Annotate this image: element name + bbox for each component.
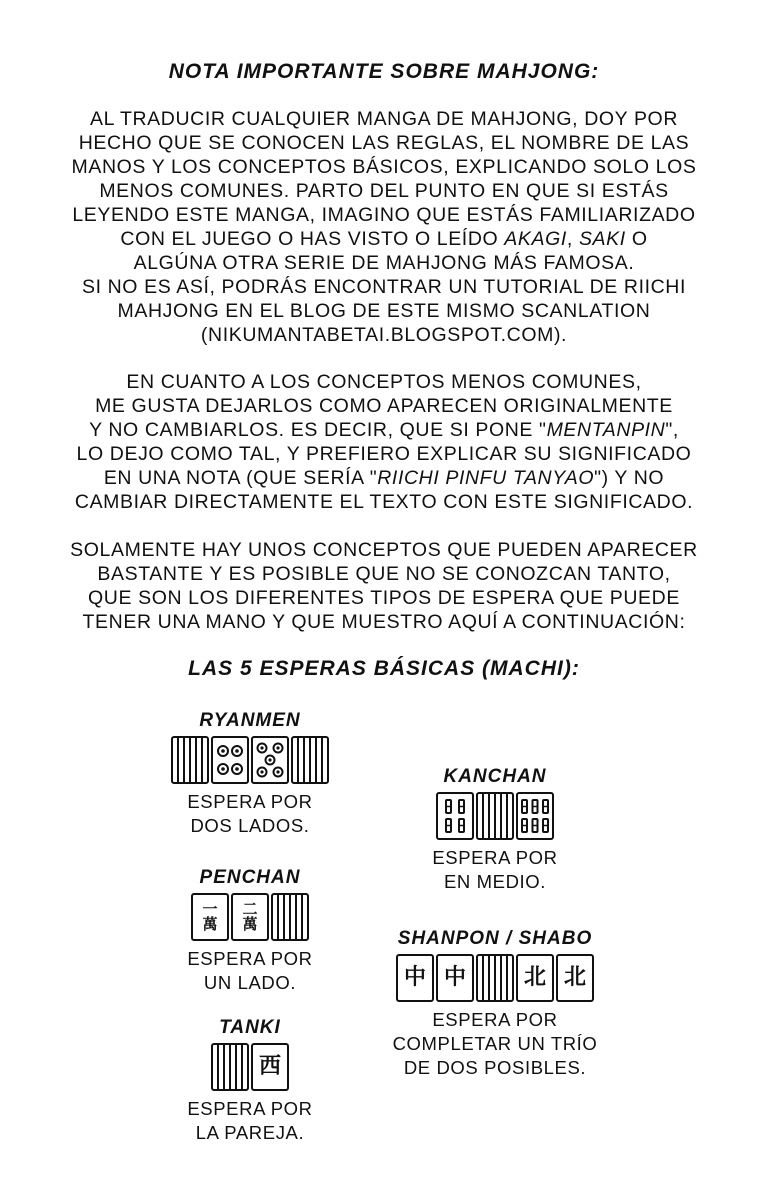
text-span: ", (665, 419, 679, 441)
tile-pin-5 (251, 736, 289, 784)
tile-north (516, 954, 554, 1002)
waits-intro-paragraph (0, 538, 768, 634)
paragraph-line (0, 418, 768, 442)
paragraph-line: LO DEJO COMO TAL, Y PREFIERO EXPLICAR SU SIGNIFICADO (76, 443, 692, 465)
wait-tanki (135, 1017, 365, 1145)
title-saki: SAKI (578, 228, 626, 250)
tile-back (271, 893, 309, 941)
tile-row (380, 792, 610, 840)
description-line: LA PAREJA. (195, 1122, 305, 1143)
tile-man-2 (231, 893, 269, 941)
description-line: ESPERA POR (187, 791, 313, 812)
sou-4-icon (443, 797, 467, 835)
paragraph-line (0, 466, 768, 490)
paragraph-line: ALGÚNA OTRA SERIE DE MAHJONG MÁS FAMOSA. (133, 252, 635, 274)
description-line: EN MEDIO. (443, 871, 547, 892)
sou-6-icon (520, 797, 550, 835)
tile-row (380, 954, 610, 1002)
tile-chun (436, 954, 474, 1002)
description-line: DE DOS POSIBLES. (403, 1057, 587, 1078)
man-character: 萬 (242, 915, 258, 933)
tile-sou-4 (436, 792, 474, 840)
man-number: 二 (242, 900, 258, 918)
wait-shanpon (380, 928, 610, 1080)
tile-sou-6 (516, 792, 554, 840)
paragraph-line: MENOS COMUNES. PARTO DEL PUNTO EN QUE SI ESTÁS (99, 180, 669, 202)
paragraph-line: (NIKUMANTABETAI.BLOGSPOT.COM). (200, 324, 568, 346)
paragraph-line: MANOS Y LOS CONCEPTOS BÁSICOS, EXPLICANDO SOLO LOS (71, 156, 697, 178)
pin-5-icon (255, 740, 285, 780)
description-line: ESPERA POR (187, 1098, 313, 1119)
description-line: ESPERA POR (187, 948, 313, 969)
paragraph-line: QUE SON LOS DIFERENTES TIPOS DE ESPERA QUE PUEDE (88, 587, 680, 609)
description-line: COMPLETAR UN TRÍO (392, 1033, 598, 1054)
tile-character: 中 (443, 965, 466, 990)
page-title: NOTA IMPORTANTE SOBRE MAHJONG: (168, 60, 600, 83)
paragraph-line: CAMBIAR DIRECTAMENTE EL TEXTO CON ESTE SIGNIFICADO. (74, 491, 694, 513)
paragraph-line: BASTANTE Y ES POSIBLE QUE NO SE CONOZCAN TANTO, (97, 563, 671, 585)
paragraph-line: EN CUANTO A LOS CONCEPTOS MENOS COMUNES, (126, 371, 642, 393)
wait-name: TANKI (219, 1017, 281, 1038)
text-span: , (566, 228, 579, 250)
tile-chun (396, 954, 434, 1002)
paragraph-line: ME GUSTA DEJARLOS COMO APARECEN ORIGINALMENTE (95, 395, 673, 417)
wait-description (135, 947, 365, 995)
tile-west (251, 1043, 289, 1091)
paragraph-line: LEYENDO ESTE MANGA, IMAGINO QUE ESTÁS FAMILIARIZADO (72, 204, 696, 226)
description-line: ESPERA POR (432, 1009, 558, 1030)
tile-back (476, 792, 514, 840)
man-number: 一 (202, 900, 218, 918)
paragraph-line: SOLAMENTE HAY UNOS CONCEPTOS QUE PUEDEN APARECER (70, 539, 698, 561)
intro-paragraph (0, 107, 768, 347)
description-line: ESPERA POR (432, 847, 558, 868)
tile-back (291, 736, 329, 784)
wait-ryanmen (135, 710, 365, 838)
text-span: EN UNA NOTA (QUE SERÍA " (103, 467, 378, 489)
tile-character: 北 (563, 965, 586, 990)
text-span: CON EL JUEGO O HAS VISTO O LEÍDO (120, 228, 505, 250)
pin-4-icon (215, 740, 245, 780)
description-line: DOS LADOS. (190, 815, 310, 836)
tile-character: 中 (403, 965, 426, 990)
paragraph-line: MAHJONG EN EL BLOG DE ESTE MISMO SCANLATION (117, 300, 651, 322)
term-mentanpin: MENTANPIN (546, 419, 666, 441)
wait-description (135, 1097, 365, 1145)
tile-character: 西 (258, 1054, 281, 1079)
text-span: Y NO CAMBIARLOS. ES DECIR, QUE SI PONE " (89, 419, 547, 441)
concepts-paragraph (0, 370, 768, 514)
section-subtitle: LAS 5 ESPERAS BÁSICAS (MACHI): (188, 657, 580, 680)
text-span: ") Y NO (594, 467, 665, 489)
tile-back (211, 1043, 249, 1091)
paragraph-line: AL TRADUCIR CUALQUIER MANGA DE MAHJONG, DOY POR (89, 108, 678, 130)
tile-back (171, 736, 209, 784)
tile-row (135, 1043, 365, 1091)
wait-name: PENCHAN (199, 867, 301, 888)
title-akagi: AKAGI (504, 228, 567, 250)
wait-description (135, 790, 365, 838)
tile-back (476, 954, 514, 1002)
tile-north (556, 954, 594, 1002)
tile-man-1 (191, 893, 229, 941)
wait-name: RYANMEN (199, 710, 301, 731)
wait-name: SHANPON / SHABO (397, 928, 593, 949)
description-line: UN LADO. (203, 972, 297, 993)
wait-kanchan (380, 766, 610, 894)
paragraph-line: HECHO QUE SE CONOCEN LAS REGLAS, EL NOMBRE DE LAS (78, 132, 690, 154)
term-riichi-pinfu-tanyao: RIICHI PINFU TANYAO (377, 467, 595, 489)
tile-pin-4 (211, 736, 249, 784)
wait-penchan (135, 867, 365, 995)
wait-description (380, 846, 610, 894)
wait-description (380, 1008, 610, 1080)
text-span: O (625, 228, 648, 250)
paragraph-line: SI NO ES ASÍ, PODRÁS ENCONTRAR UN TUTORIAL DE RIICHI (81, 276, 687, 298)
tile-row (135, 736, 365, 784)
paragraph-line: TENER UNA MANO Y QUE MUESTRO AQUÍ A CONTINUACIÓN: (82, 611, 686, 633)
paragraph-line (0, 227, 768, 251)
man-character: 萬 (202, 915, 218, 933)
tile-row (135, 893, 365, 941)
tile-character: 北 (523, 965, 546, 990)
wait-name: KANCHAN (443, 766, 547, 787)
